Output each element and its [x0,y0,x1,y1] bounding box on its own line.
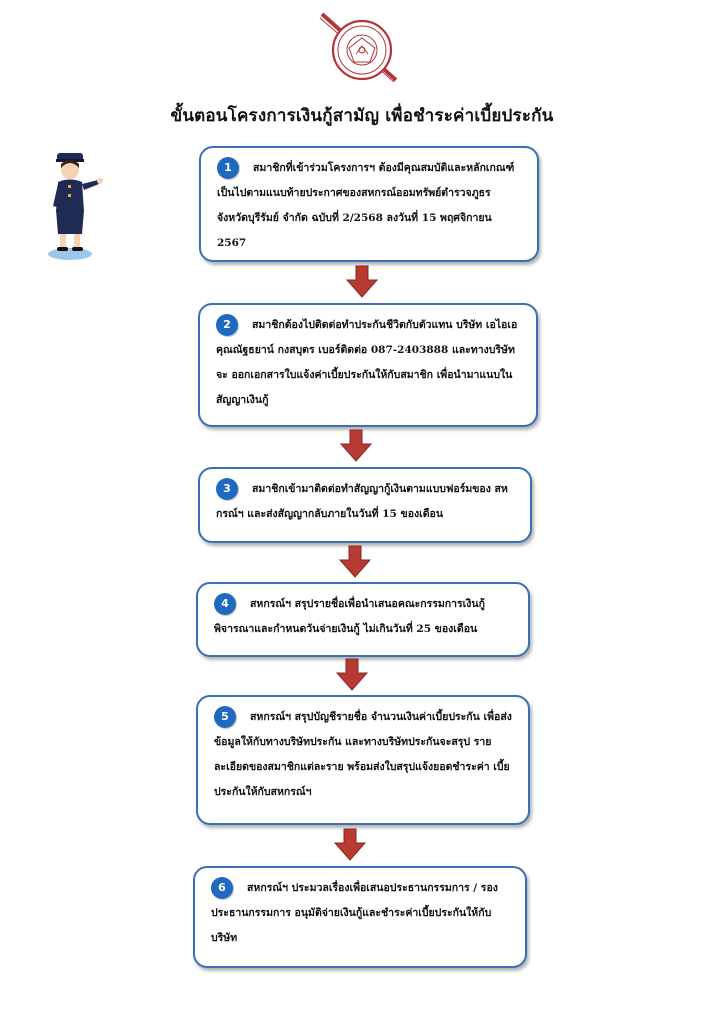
step-box-5 [196,695,530,825]
step-number-badge: 6 [211,877,233,899]
step-number-badge: 5 [214,706,236,728]
police-seal-logo [314,10,402,84]
police-officer-illustration [44,150,104,262]
step-text: สหกรณ์ฯ ประมวลเรื่องเพื่อเสนอประธานกรรมการ / รอง ประธานกรรมการ อนุมัติจ่ายเงินกู้และชำระค่าเบี้ยประกันให้กับ บริษัท [211,882,498,944]
step-number-badge: 3 [216,478,238,500]
step-box-1 [199,146,539,262]
arrow-down-icon [345,265,379,299]
step-text: สมาชิกเข้ามาติดต่อทำสัญญากู้เงินตามแบบฟอร์มของ สหกรณ์ฯ และส่งสัญญากลับภายในวันที่ 15 ของเดือน [216,483,508,520]
step-number-badge: 4 [214,593,236,615]
arrow-down-icon [335,658,369,692]
step-box-4 [196,582,530,657]
step-text: สมาชิกต้องไปติดต่อทำประกันชีวิตกับตัวแทน บริษัท เอไอเอ คุณณัฐธยาน์ กงสบุตร เบอร์ติดต่อ 087-2403888 และทางบริษัทจะ ออกเอกสารใบแจ้งค่าเบี้ยประกันให้กับสมาชิก เพื่อนำมาแนบใน สัญญาเงินกู้ [216,319,518,406]
step-number-badge: 2 [216,314,238,336]
step-box-3 [198,467,532,543]
step-box-2 [198,303,538,427]
step-text: สหกรณ์ฯ สรุปบัญชีรายชื่อ จำนวนเงินค่าเบี้ยประกัน เพื่อส่ง ข้อมูลให้กับทางบริษัทประกัน และทางบริษัทประกันจะสรุป รายละเอียดของสมาชิกแต่ละราย พร้อมส่งใบสรุปแจ้งยอดชำระค่า เบี้ยประกันให้กับสหกรณ์ฯ [214,711,512,798]
arrow-down-icon [339,429,373,463]
arrow-down-icon [338,545,372,579]
step-number-badge: 1 [217,157,239,179]
arrow-down-icon [333,828,367,862]
page-title: ขั้นตอนโครงการเงินกู้สามัญ เพื่อชำระค่าเบี้ยประกัน [170,106,554,126]
step-text: สหกรณ์ฯ สรุปรายชื่อเพื่อนำเสนอคณะกรรมการเงินกู้ พิจารณาและกำหนดวันจ่ายเงินกู้ ไม่เกินวันที่ 25 ของเดือน [214,598,485,635]
step-text: สมาชิกที่เข้าร่วมโครงการฯ ต้องมีคุณสมบัติและหลักเกณฑ์ เป็นไปตามแนบท้ายประกาศของสหกรณ์ออมทรัพย์ตำรวจภูธร จังหวัดบุรีรัมย์ จำกัด ฉบับที่ 2/2568 ลงวันที่ 15 พฤศจิกายน 2567 [217,162,515,249]
step-box-6 [193,866,527,968]
